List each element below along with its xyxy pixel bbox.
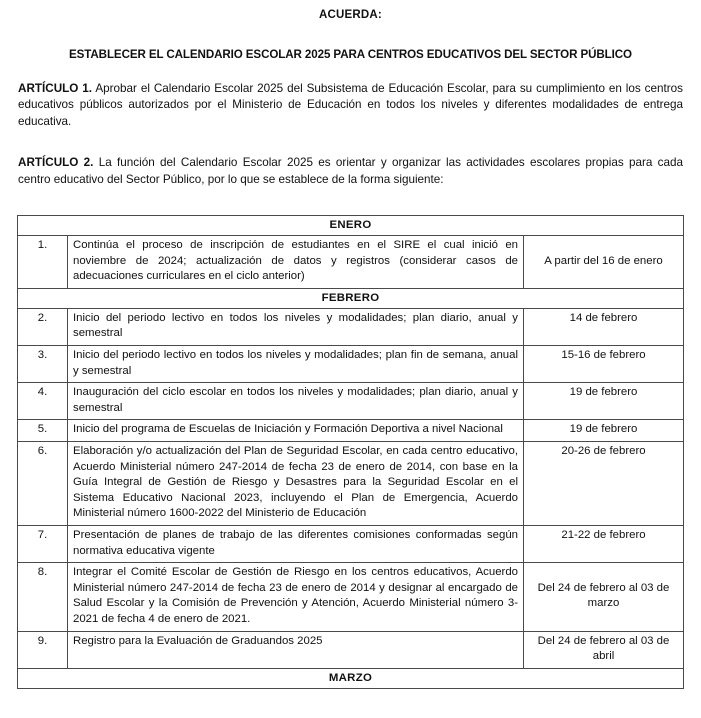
row-description: Continúa el proceso de inscripción de estudiantes en el SIRE el cual inició en noviembre de 2024; actualización de datos y registros (considerar casos de adecuaciones curriculares en el ciclo anterior) <box>68 236 524 289</box>
acuerda-heading: ACUERDA: <box>319 9 382 21</box>
document-subtitle: ESTABLECER EL CALENDARIO ESCOLAR 2025 PARA CENTROS EDUCATIVOS DEL SECTOR PÚBLICO <box>69 48 632 61</box>
row-description: Inicio del periodo lectivo en todos los niveles y modalidades; plan diario, anual y semestral <box>68 308 524 345</box>
calendar-table <box>17 215 684 689</box>
row-date: 19 de febrero <box>524 383 684 420</box>
table-row <box>18 236 684 289</box>
article-2-text: La función del Calendario Escolar 2025 es orientar y organizar las actividades escolares propias para cada centro educativo del Sector Público, por lo que se establece de la forma siguiente: <box>18 156 683 186</box>
row-number: 8. <box>18 563 68 631</box>
row-date: A partir del 16 de enero <box>524 236 684 289</box>
month-label-enero: ENERO <box>18 216 684 236</box>
row-number: 7. <box>18 525 68 562</box>
row-description: Elaboración y/o actualización del Plan de Seguridad Escolar, en cada centro educativo, Acuerdo Ministerial número 247-2014 de fecha 23 de enero de 2014, con base en la Guía Integral de Gestión de Riesgo y Desastres para la Seguridad Escolar en el Sistema Educativo Nacional 2023, incluyendo el Plan de Emergencia, Acuerdo Ministerial número 1600-2022 del Ministerio de Educación <box>68 441 524 525</box>
row-number: 6. <box>18 441 68 525</box>
table-row <box>18 631 684 668</box>
article-1-text: Aprobar el Calendario Escolar 2025 del Subsistema de Educación Escolar, para su cumplimiento en los centros educativos públicos autorizados por el Ministerio de Educación en todos los niveles y diferentes modalidades de entrega educativa. <box>18 82 683 128</box>
row-number: 5. <box>18 420 68 442</box>
calendar-table-container <box>17 188 684 689</box>
month-label-febrero: FEBRERO <box>18 288 684 308</box>
article-2-paragraph <box>17 130 684 188</box>
row-number: 9. <box>18 631 68 668</box>
article-1-label: ARTÍCULO 1. <box>18 82 93 95</box>
row-description: Presentación de planes de trabajo de las diferentes comisiones conformadas según normativa educativa vigente <box>68 525 524 562</box>
month-label-marzo: MARZO <box>18 668 684 688</box>
table-row <box>18 308 684 345</box>
table-row <box>18 420 684 442</box>
row-description: Integrar el Comité Escolar de Gestión de Riesgo en los centros educativos, Acuerdo Ministerial número 247-2014 de fecha 23 de enero de 2014 y designar al encargado de Salud Escolar y la Comisión de Prevención y Atención, Acuerdo Ministerial número 3-2021 de fecha 4 de enero de 2021. <box>68 563 524 631</box>
row-date: Del 24 de febrero al 03 de abril <box>524 631 684 668</box>
row-number: 1. <box>18 236 68 289</box>
table-row <box>18 346 684 383</box>
table-row <box>18 525 684 562</box>
month-header-row-marzo <box>18 668 684 688</box>
table-row <box>18 383 684 420</box>
row-number: 3. <box>18 346 68 383</box>
row-date: 14 de febrero <box>524 308 684 345</box>
article-2-label: ARTÍCULO 2. <box>18 156 94 170</box>
month-header-row-febrero <box>18 288 684 308</box>
row-description: Inauguración del ciclo escolar en todos los niveles y modalidades; plan diario, anual y semestral <box>68 383 524 420</box>
row-date: 21-22 de febrero <box>524 525 684 562</box>
table-row <box>18 563 684 631</box>
row-description: Inicio del programa de Escuelas de Iniciación y Formación Deportiva a nivel Nacional <box>68 420 524 442</box>
row-date: 20-26 de febrero <box>524 441 684 525</box>
row-number: 2. <box>18 308 68 345</box>
row-date: 19 de febrero <box>524 420 684 442</box>
row-description: Inicio del periodo lectivo en todos los niveles y modalidades; plan fin de semana, anual y semestral <box>68 346 524 383</box>
row-date: Del 24 de febrero al 03 de marzo <box>524 563 684 631</box>
row-date: 15-16 de febrero <box>524 346 684 383</box>
row-description: Registro para la Evaluación de Graduandos 2025 <box>68 631 524 668</box>
row-number: 4. <box>18 383 68 420</box>
table-row <box>18 441 684 525</box>
article-1-paragraph <box>17 62 684 130</box>
month-header-row-enero <box>18 216 684 236</box>
